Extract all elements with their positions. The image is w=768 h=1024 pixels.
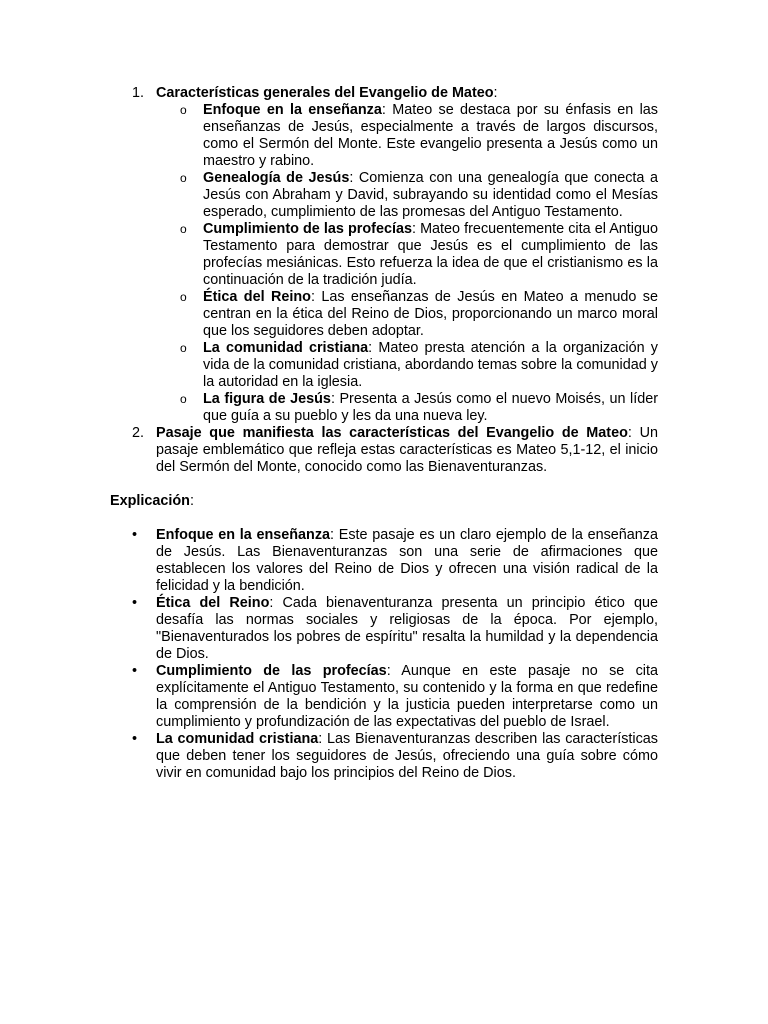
circle-bullet-icon: o (180, 392, 187, 406)
bullet-icon: • (132, 663, 138, 679)
document-body (110, 85, 658, 782)
sub-item-genealogia: o Genealogía de Jesús: Comienza con una genealogía que conecta a Jesús con Abraham y David, subrayando su identidad como el Mesías esperado, cumplimiento de las promesas del Antiguo Testamento. (180, 170, 658, 220)
section-title: Pasaje que manifiesta las características del Evangelio de Mateo (156, 425, 628, 441)
sub-item-etica: o Ética del Reino: Las enseñanzas de Jesús en Mateo a menudo se centran en la ética del Reino de Dios, proporcionando un marco moral que los seguidores deben adoptar. (180, 289, 658, 339)
circle-bullet-icon: o (180, 222, 187, 236)
circle-bullet-icon: o (180, 103, 187, 117)
bullet-item-etica: • Ética del Reino: Cada bienaventuranza presenta un principio ético que desafía las normas sociales y religiosas de la época. Por ejemplo, "Bienaventurados los pobres de espíritu" resalta la humildad y la dependencia de Dios. (132, 595, 658, 662)
bullet-icon: • (132, 731, 138, 747)
list-item-2: 2. Pasaje que manifiesta las características del Evangelio de Mateo: Un pasaje emblemático que refleja estas características es Mateo 5,1-12, el inicio del Sermón del Monte, conocido como las Bienaventuranzas. (132, 425, 658, 475)
sub-item-figura: o La figura de Jesús: Presenta a Jesús como el nuevo Moisés, un líder que guía a su pueblo y les da una nueva ley. (180, 391, 658, 424)
list-number: 1. (132, 85, 145, 101)
explicacion-heading: Explicación: (110, 493, 194, 509)
bullet-item-enfoque: • Enfoque en la enseñanza: Este pasaje es un claro ejemplo de la enseñanza de Jesús. Las Bienaventuranzas son una serie de afirmaciones que establecen los valores del Reino de Dios y ofrecen una visión radical de la felicidad y la bendición. (132, 527, 658, 594)
sub-item-enfoque: o Enfoque en la enseñanza: Mateo se destaca por su énfasis en las enseñanzas de Jesús, especialmente a través de largos discursos, como el Sermón del Monte. Este evangelio presenta a Jesús como un maestro y rabino. (180, 102, 659, 169)
numbered-list (110, 85, 658, 476)
list-item-1: 1. Características generales del Evangelio de Mateo: o Enfoque en la enseñanza: Mateo se destaca por su énfasis en las enseñanzas de Jesús, especialmente a través de largos discursos, como el Sermón del Monte. Este evangelio presenta a Jesús como un maestro y rabino. o Genealogía de Jesús: Comienza con una genealogía que conecta a Jesús con Abraham y David, subrayando su identidad como el Mesías esperado, cumplimiento de las promesas del Antiguo Testamento. o Cumplimiento de las profecías: Mateo frecuentemente cita el Antiguo Testamento para demostrar que Jesús es el cumplimiento de las profecías mesiánicas. Esto refuerza la idea de que el cristianismo es la continuación de la tradición judía. o Ética del Reino: Las enseñanzas de Jesús en Mateo a menudo se centran en la ética del Reino de Dios, proporcionando un marco moral que los seguidores deben adoptar. o La comunidad cristiana: Mateo presta atención a la organización y vida de la comunidad cristiana, abordando temas sobre la comunidad y la autoridad en la iglesia. o La figura de Jesús: Presenta a Jesús como el nuevo Moisés, un líder que guía a su pueblo y les da una nueva ley. (132, 85, 659, 424)
circle-bullet-icon: o (180, 341, 187, 355)
sub-item-comunidad: o La comunidad cristiana: Mateo presta atención a la organización y vida de la comunidad cristiana, abordando temas sobre la comunidad y la autoridad en la iglesia. (180, 340, 658, 390)
bullet-item-profecias: • Cumplimiento de las profecías: Aunque en este pasaje no se cita explícitamente el Antiguo Testamento, su contenido y la forma en que redefine la comprensión de la bendición y la justicia pueden interpretarse como un cumplimiento y profundización de las expectativas del pueblo de Israel. (132, 663, 658, 730)
bullet-list (110, 527, 658, 782)
sub-list (156, 102, 658, 425)
bullet-item-comunidad: • La comunidad cristiana: Las Bienaventuranzas describen las características que deben tener los seguidores de Jesús, ofreciendo una guía sobre cómo vivir en comunidad bajo los principios del Reino de Dios. (132, 731, 658, 781)
circle-bullet-icon: o (180, 290, 187, 304)
sub-item-profecias: o Cumplimiento de las profecías: Mateo frecuentemente cita el Antiguo Testamento para demostrar que Jesús es el cumplimiento de las profecías mesiánicas. Esto refuerza la idea de que el cristianismo es la continuación de la tradición judía. (180, 221, 659, 288)
circle-bullet-icon: o (180, 171, 187, 185)
list-number: 2. (132, 425, 145, 441)
bullet-icon: • (132, 527, 138, 543)
bullet-icon: • (132, 595, 138, 611)
paragraph-text: Un pasaje emblemático que refleja estas características es Mateo 5,1-12, el inicio del Sermón del Monte, conocido como las Bienaventuranzas. (156, 425, 658, 475)
section-title: Características generales del Evangelio de Mateo (156, 85, 494, 101)
